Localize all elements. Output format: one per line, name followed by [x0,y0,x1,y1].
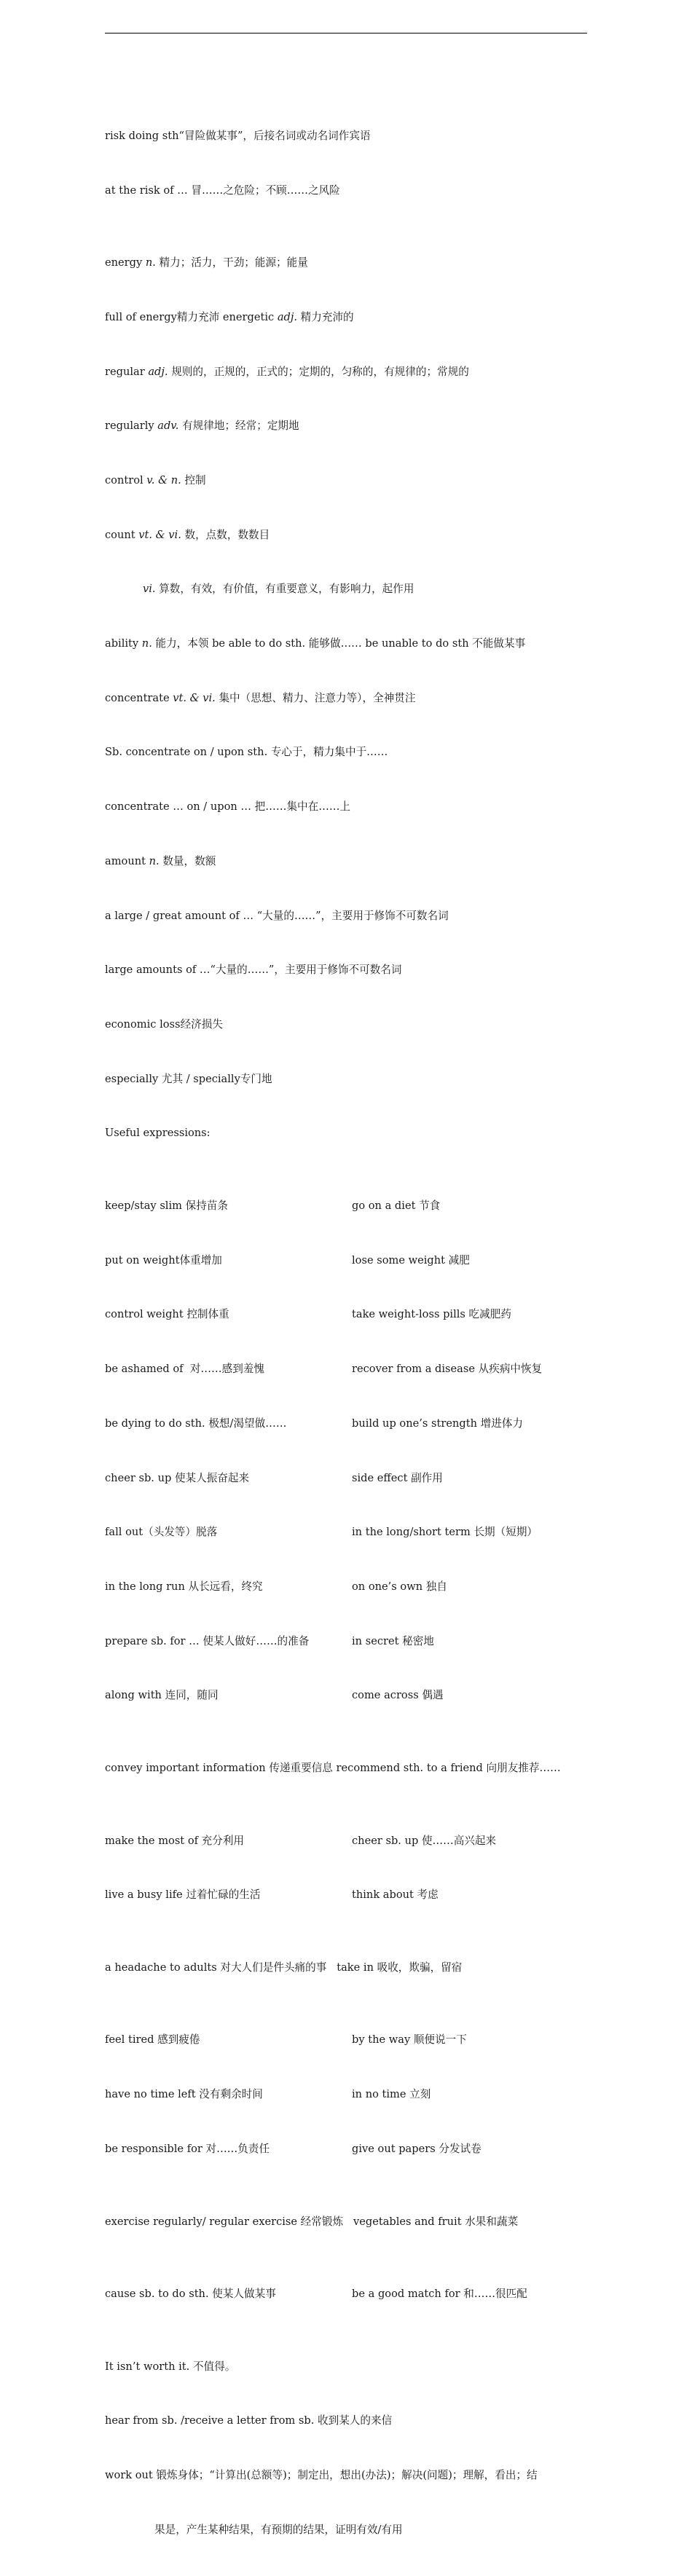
expression-left: along with 连同，随同 [105,1689,219,1702]
expression-row [105,2140,589,2159]
expression-row [105,1197,589,1216]
expression-left: control weight 控制体重 [105,1308,229,1321]
expression-row [105,2086,589,2104]
entry-ability: ability n. 能力，本领 be able to do sth. 能够做…… be unable to do sth 不能做某事 [105,637,526,650]
expression-right: cheer sb. up 使……高兴起来 [352,1834,497,1847]
expression-row [105,1415,589,1433]
entry-control: control v. & n. 控制 [105,473,206,487]
expression-row [105,1470,589,1488]
expression-right: lose some weight 减肥 [352,1253,470,1267]
expression-right: recover from a disease 从疾病中恢复 [352,1363,543,1376]
expression-right: by the way 顺便说一下 [352,2033,467,2047]
expression-right: think about 考虑 [352,1888,439,1902]
expression-left: be ashamed of 对……感到羞愧 [105,1363,264,1376]
expression-row-inline: a headache to adults 对大人们是件头痛的事 take in 吸收，欺骗，留宿 [105,1961,463,1974]
entry-energy: energy n. 精力；活力，干劲；能源；能量 [105,256,308,269]
expression-left: put on weight体重增加 [105,1253,222,1267]
text-line: work out 锻炼身体；“计算出(总额等)；制定出，想出(办法)；解决(问题)；理解，看出；结 [105,2469,538,2482]
vocabulary-notes [105,91,589,2576]
expression-left: make the most of 充分利用 [105,1834,245,1847]
expression-right: give out papers 分发试卷 [352,2142,481,2155]
expression-left: keep/stay slim 保持苗条 [105,1200,228,1212]
expression-row [105,1578,589,1596]
expression-left: live a busy life 过着忙碌的生活 [105,1888,261,1902]
expression-row-wrapped: convey important information 传递重要信息 recommend sth. to a friend 向朋友推荐…… [105,1761,561,1774]
text-line: hear from sb. /receive a letter from sb. 收到某人的来信 [105,2414,393,2427]
text-line: concentrate … on / upon … 把……集中在……上 [105,800,351,814]
text-line-continued: 果是，产生某种结果，有预期的结果，证明有效/有用 [154,2523,403,2536]
text-line: It isn’t worth it. 不值得。 [105,2360,236,2373]
expression-row [105,1524,589,1542]
expression-row [105,1687,589,1705]
expression-right: side effect 副作用 [352,1471,443,1484]
entry-count-vi: vi. 算数，有效，有价值，有重要意义，有影响力，起作用 [143,583,414,596]
entry-regular: regular adj. 规则的，正规的，正式的；定期的，匀称的，有规律的；常规的 [105,365,469,378]
header-rule [105,33,587,34]
entry-full-of-energy: full of energy精力充沛 energetic adj. 精力充沛的 [105,310,354,323]
expression-row [105,1886,589,1905]
expression-right: in the long/short term 长期（短期） [352,1526,538,1539]
expression-left: fall out（头发等）脱落 [105,1526,218,1539]
expression-row [105,2285,589,2304]
expression-right: be a good match for 和……很匹配 [352,2288,527,2301]
expression-left: be responsible for 对……负责任 [105,2142,270,2155]
expression-row [105,2031,589,2049]
expression-row [105,1360,589,1379]
expression-right: in secret 秘密地 [352,1634,434,1647]
entry-concentrate: concentrate vt. & vi. 集中（思想、精力、注意力等），全神贯注 [105,691,416,704]
text-line: a large / great amount of … “大量的……”，主要用于修饰不可数名词 [105,909,449,922]
expression-right: go on a diet 节食 [352,1200,441,1212]
expression-left: prepare sb. for … 使某人做好……的准备 [105,1634,310,1647]
text-line: Sb. concentrate on / upon sth. 专心于，精力集中于…… [105,746,388,759]
expression-right: in no time 立刻 [352,2088,431,2101]
expression-left: cheer sb. up 使某人振奋起来 [105,1471,250,1484]
expression-left: feel tired 感到疲倦 [105,2033,200,2047]
expression-row [105,1306,589,1324]
expression-left: in the long run 从长远看，终究 [105,1580,263,1593]
expression-right: come across 偶遇 [352,1689,444,1702]
entry-count: count vt. & vi. 数，点数，数数目 [105,528,270,541]
text-line: economic loss经济损失 [105,1017,223,1031]
text-line: at the risk of … 冒……之危险；不顾……之风险 [105,184,340,197]
text-line: risk doing sth“冒险做某事”，后接名词或动名词作宾语 [105,129,371,142]
entry-amount: amount n. 数量，数额 [105,854,216,867]
expression-row [105,1252,589,1270]
expression-left: have no time left 没有剩余时间 [105,2088,263,2101]
expression-row-inline: exercise regularly/ regular exercise 经常锻炼 vegetables and fruit 水果和蔬菜 [105,2215,519,2228]
text-line: large amounts of …“大量的……”，主要用于修饰不可数名词 [105,964,402,977]
expression-right: build up one’s strength 增进体力 [352,1417,524,1430]
entry-regularly: regularly adv. 有规律地；经常；定期地 [105,420,299,433]
expression-left: cause sb. to do sth. 使某人做某事 [105,2288,276,2301]
expression-left: be dying to do sth. 极想/渴望做…… [105,1417,287,1430]
expression-right: take weight-loss pills 吃减肥药 [352,1308,511,1321]
expression-row [105,1832,589,1851]
expression-row [105,1633,589,1651]
text-line: especially 尤其 / specially专门地 [105,1072,272,1085]
section-heading-useful-expressions: Useful expressions: [105,1127,211,1140]
expression-right: on one’s own 独自 [352,1580,447,1593]
